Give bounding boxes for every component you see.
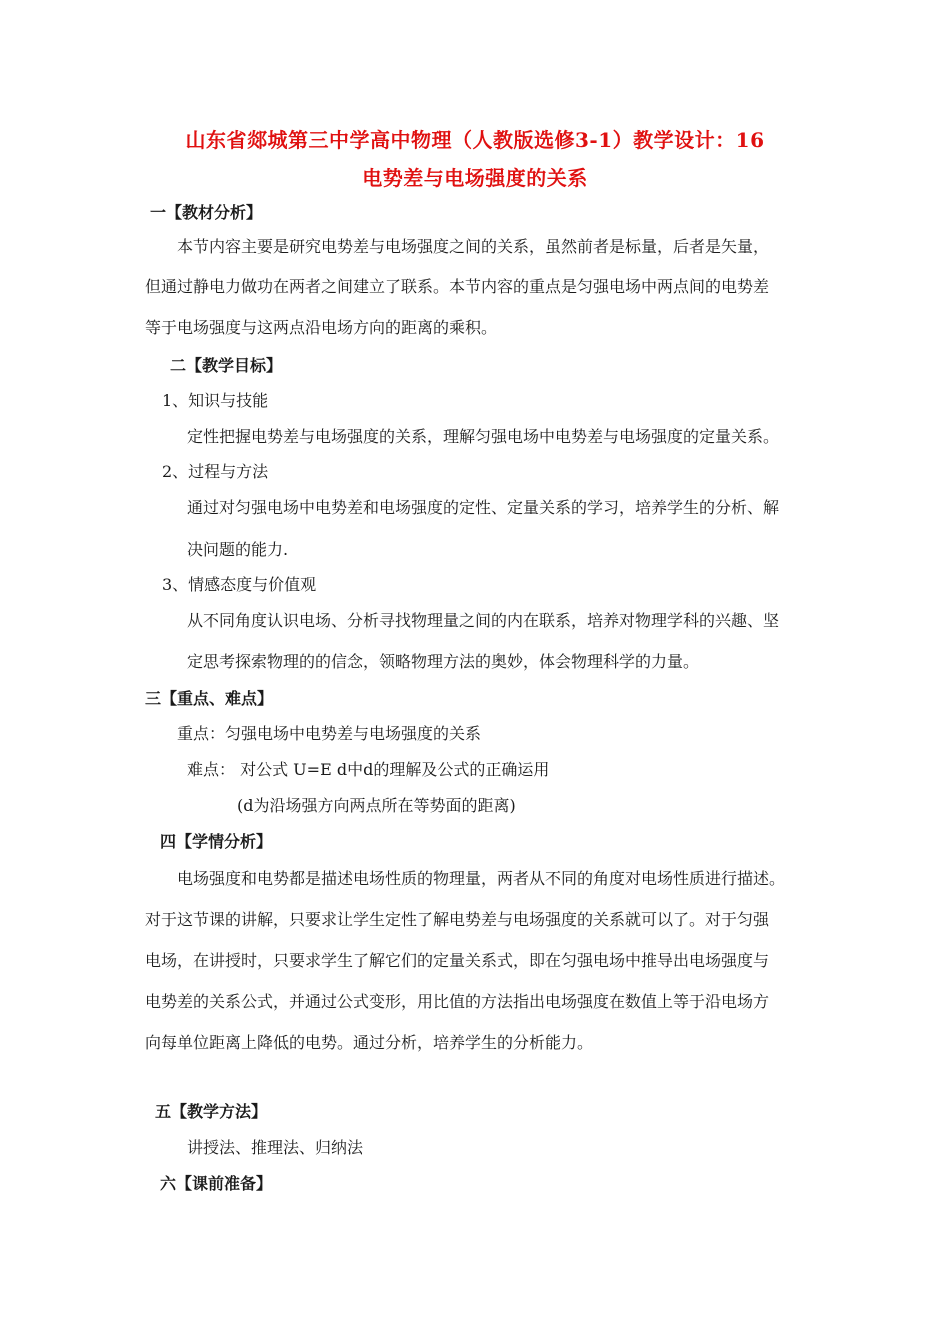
- paragraph-line: 电场强度和电势都是描述电场性质的物理量，两者从不同的角度对电场性质进行描述。: [177, 869, 786, 888]
- goal-text-attitude: 从不同角度认识电场、分析寻找物理量之间的内在联系，培养对物理学科的兴趣、坚: [187, 611, 780, 630]
- goal-label-attitude: 3、情感态度与价值观: [162, 575, 317, 594]
- paragraph-line: 本节内容主要是研究电势差与电场强度之间的关系，虽然前者是标量，后者是矢量，: [177, 237, 770, 256]
- difficulty-note: (d为沿场强方向两点所在等势面的距离): [237, 796, 516, 815]
- section-heading-teaching-goals: 二【教学目标】: [170, 356, 283, 375]
- key-point-text: 重点：匀强电场中电势差与电场强度的关系: [177, 724, 482, 743]
- document-title-line-1: 山东省郯城第三中学高中物理（人教版选修3-1）教学设计：16: [185, 128, 765, 152]
- paragraph-line: 但通过静电力做功在两者之间建立了联系。本节内容的重点是匀强电场中两点间的电势差: [145, 277, 770, 296]
- document-title-line-2: 电势差与电场强度的关系: [362, 166, 588, 190]
- paragraph-line: 电场，在讲授时，只要求学生了解它们的定量关系式，即在匀强电场中推导出电场强度与: [145, 951, 770, 970]
- paragraph-line: 向每单位距离上降低的电势。通过分析，培养学生的分析能力。: [145, 1033, 594, 1052]
- paragraph-line: 等于电场强度与这两点沿电场方向的距离的乘积。: [145, 318, 498, 337]
- goal-text-process: 决问题的能力.: [187, 540, 289, 559]
- goal-text-knowledge: 定性把握电势差与电场强度的关系，理解匀强电场中电势差与电场强度的定量关系。: [187, 427, 780, 446]
- difficulty-text: 难点： 对公式 U=E d中d的理解及公式的正确运用: [187, 760, 550, 779]
- section-heading-textbook-analysis: 一【教材分析】: [150, 203, 263, 222]
- goal-text-attitude: 定思考探索物理的的信念，领略物理方法的奥妙，体会物理科学的力量。: [187, 652, 700, 671]
- goal-text-process: 通过对匀强电场中电势差和电场强度的定性、定量关系的学习，培养学生的分析、解: [187, 498, 780, 517]
- teaching-methods-text: 讲授法、推理法、归纳法: [187, 1138, 364, 1157]
- section-heading-key-points: 三【重点、难点】: [145, 689, 274, 708]
- section-heading-student-analysis: 四【学情分析】: [160, 832, 273, 851]
- goal-label-knowledge: 1、知识与技能: [162, 391, 269, 410]
- section-heading-teaching-methods: 五【教学方法】: [155, 1102, 268, 1121]
- goal-label-process: 2、过程与方法: [162, 462, 269, 481]
- paragraph-line: 电势差的关系公式，并通过公式变形，用比值的方法指出电场强度在数值上等于沿电场方: [145, 992, 770, 1011]
- section-heading-preparation: 六【课前准备】: [160, 1174, 273, 1193]
- paragraph-line: 对于这节课的讲解，只要求让学生定性了解电势差与电场强度的关系就可以了。对于匀强: [145, 910, 770, 929]
